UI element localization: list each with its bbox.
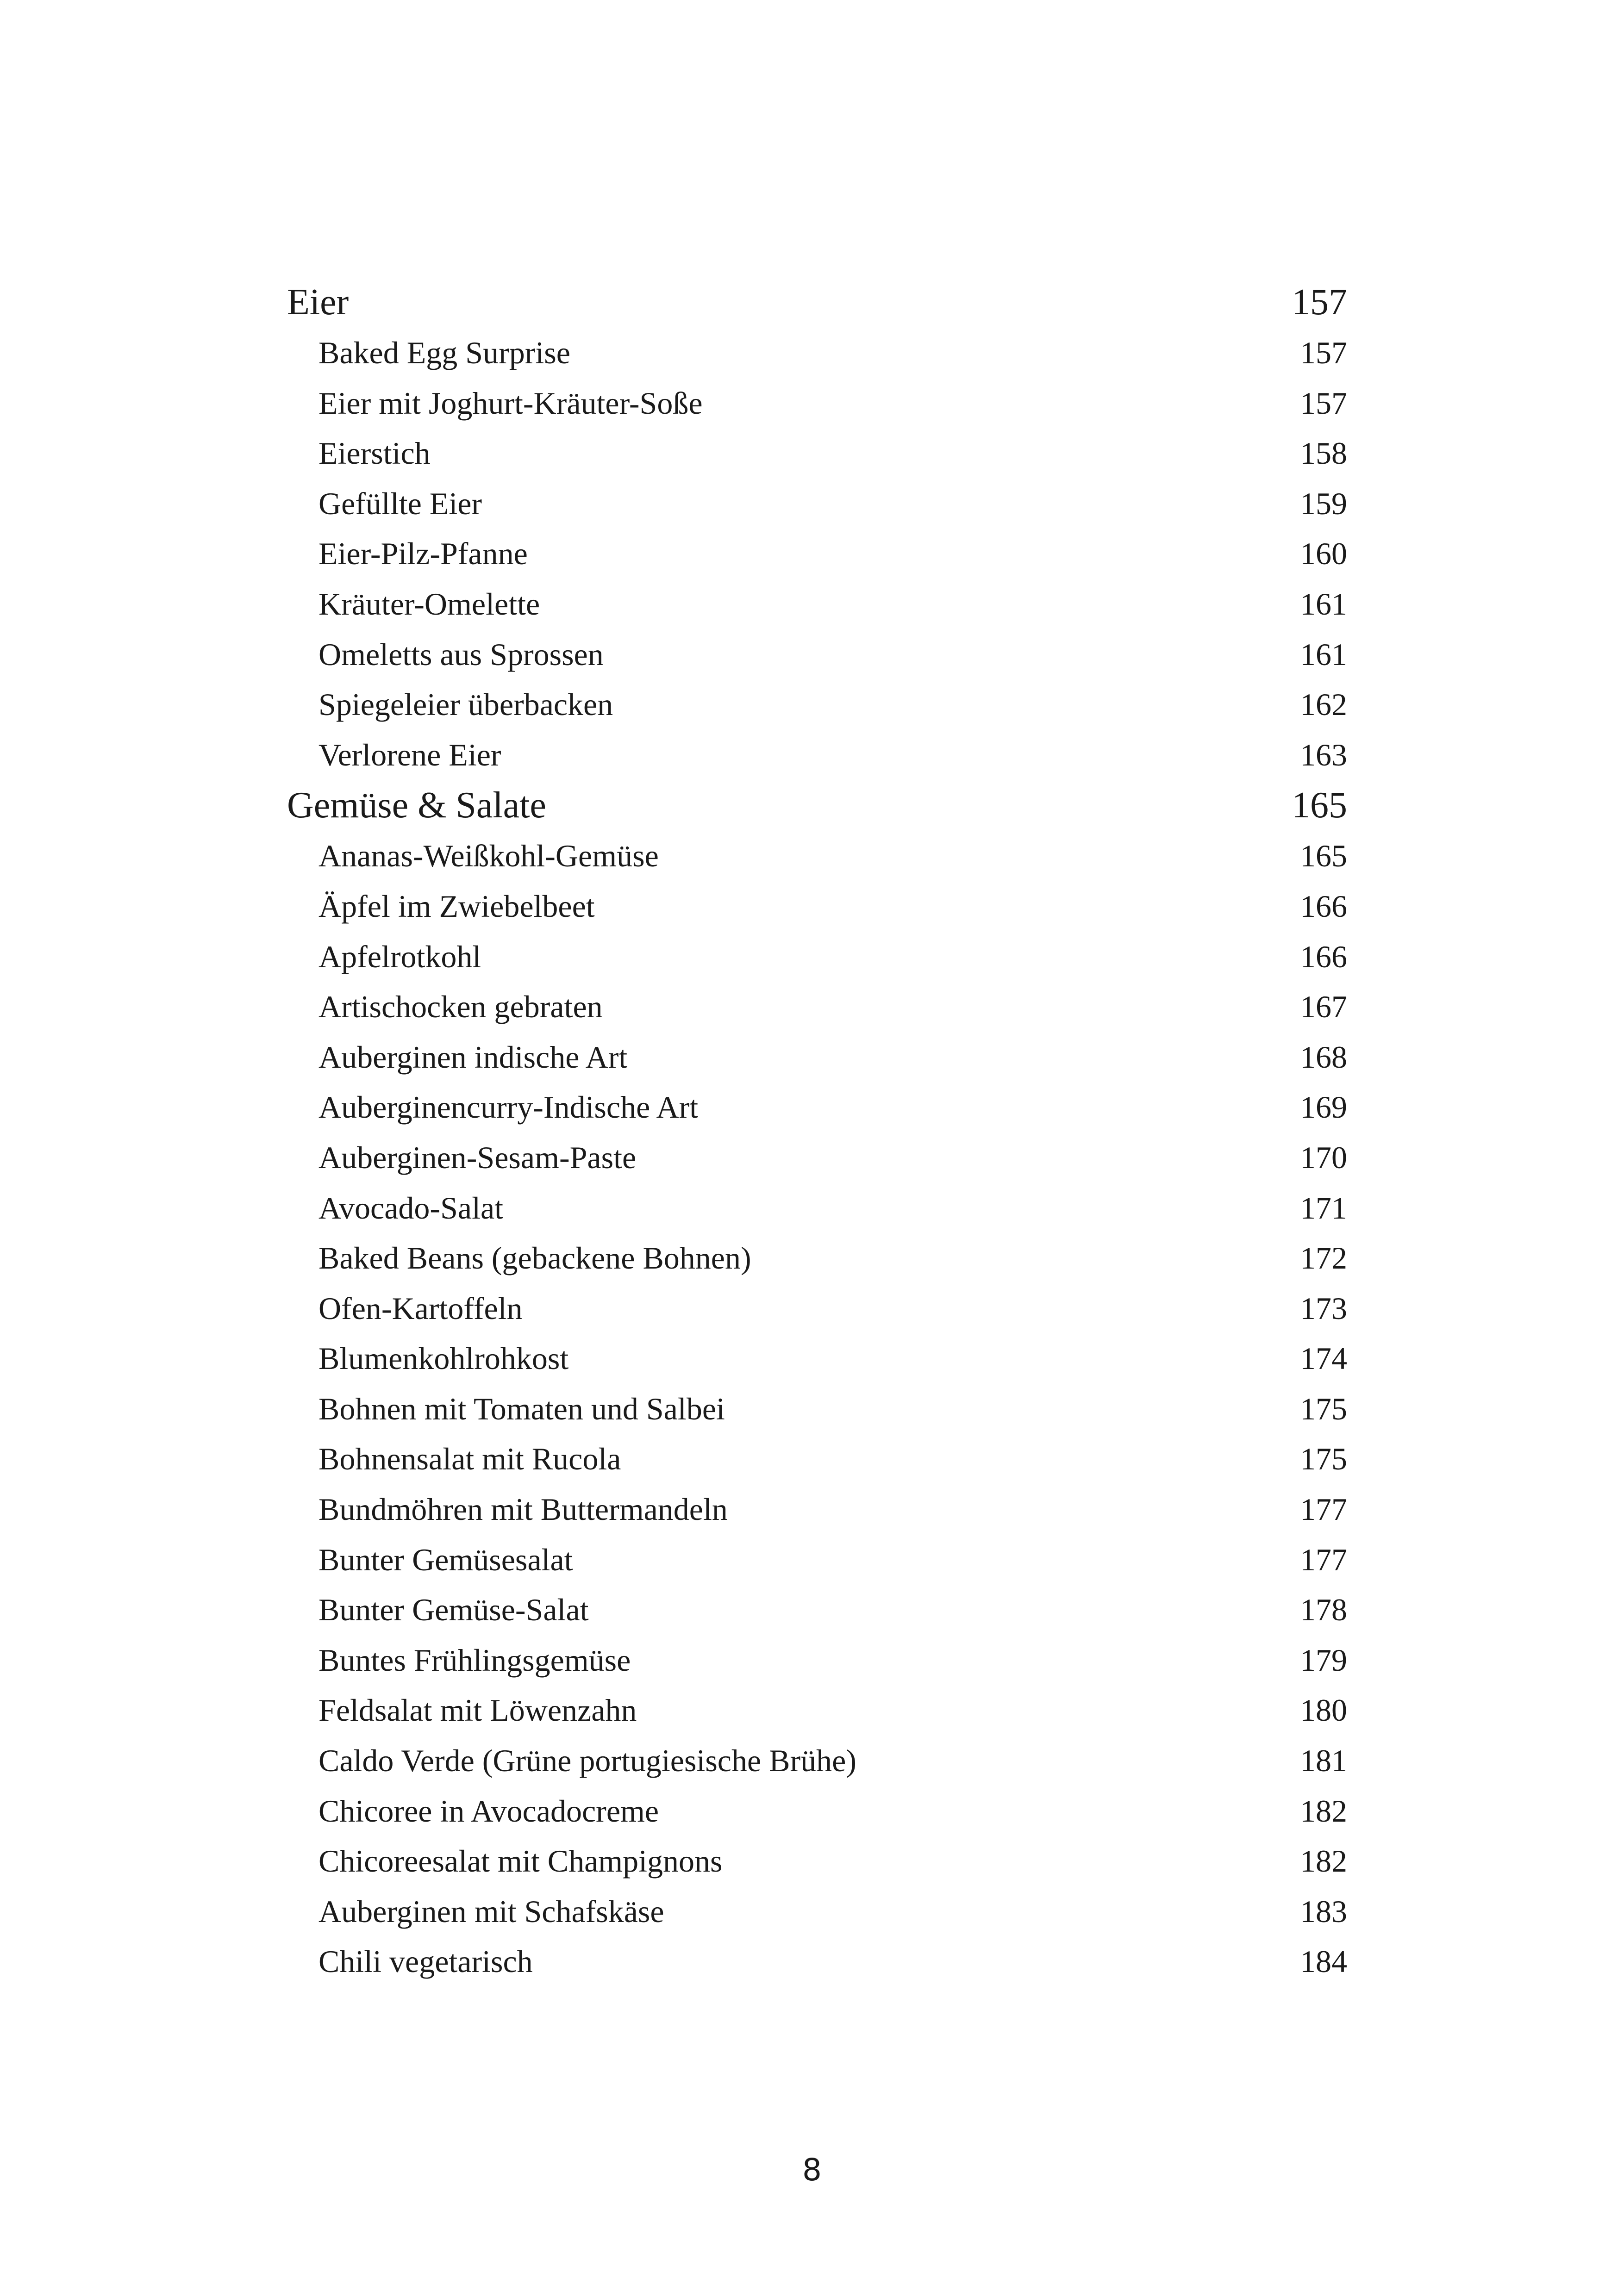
toc-section-gemuese-salate	[287, 780, 1347, 1987]
entry-title: Caldo Verde (Grüne portugiesische Brühe)	[319, 1743, 856, 1779]
toc-entry	[287, 629, 1347, 680]
entry-title: Gefüllte Eier	[319, 485, 482, 521]
section-title: Gemüse & Salate	[287, 785, 546, 826]
entry-title: Kräuter-Omelette	[319, 586, 540, 622]
entry-page-number: 179	[1300, 1642, 1347, 1678]
entry-page-number: 169	[1300, 1089, 1347, 1125]
entry-title: Baked Egg Surprise	[319, 335, 570, 370]
entry-page-number: 170	[1300, 1139, 1347, 1175]
entry-title: Eierstich	[319, 436, 431, 471]
entry-title: Bunter Gemüse-Salat	[319, 1592, 589, 1628]
entry-page-number: 184	[1300, 1944, 1347, 1979]
entry-page-number: 159	[1300, 485, 1347, 521]
entry-page-number: 161	[1300, 636, 1347, 672]
entry-title: Bohnen mit Tomaten und Salbei	[319, 1391, 725, 1426]
entry-title: Bunter Gemüsesalat	[319, 1542, 573, 1577]
entry-title: Bundmöhren mit Buttermandeln	[319, 1492, 728, 1527]
entry-title: Verlorene Eier	[319, 737, 501, 772]
toc-entry	[287, 1132, 1347, 1183]
section-heading	[287, 780, 1347, 831]
entry-page-number: 162	[1300, 687, 1347, 722]
toc-entry	[287, 1585, 1347, 1635]
entry-page-number: 178	[1300, 1592, 1347, 1628]
entry-title: Eier mit Joghurt-Kräuter-Soße	[319, 385, 703, 421]
entry-title: Avocado-Salat	[319, 1190, 504, 1226]
entry-title: Artischocken gebraten	[319, 989, 603, 1025]
entry-page-number: 165	[1300, 838, 1347, 874]
toc-entry	[287, 1283, 1347, 1334]
toc-section-eier	[287, 277, 1347, 780]
entry-page-number: 168	[1300, 1039, 1347, 1075]
entry-title: Auberginen mit Schafskäse	[319, 1893, 664, 1929]
toc-entry	[287, 831, 1347, 881]
entry-title: Blumenkohlrohkost	[319, 1341, 569, 1376]
entry-page-number: 181	[1300, 1743, 1347, 1779]
toc-entry	[287, 1484, 1347, 1535]
entry-page-number: 180	[1300, 1692, 1347, 1728]
toc-entry	[287, 1685, 1347, 1736]
entry-title: Auberginencurry-Indische Art	[319, 1089, 699, 1125]
entry-page-number: 175	[1300, 1441, 1347, 1477]
toc-entry	[287, 730, 1347, 780]
entry-page-number: 171	[1300, 1190, 1347, 1226]
entry-page-number: 158	[1300, 436, 1347, 471]
toc-entry	[287, 679, 1347, 730]
entry-page-number: 177	[1300, 1542, 1347, 1577]
entry-title: Chili vegetarisch	[319, 1944, 533, 1979]
entry-title: Auberginen indische Art	[319, 1039, 628, 1075]
entry-page-number: 163	[1300, 737, 1347, 772]
entry-page-number: 157	[1300, 385, 1347, 421]
entry-page-number: 182	[1300, 1793, 1347, 1829]
entry-title: Auberginen-Sesam-Paste	[319, 1139, 637, 1175]
entry-page-number: 166	[1300, 888, 1347, 924]
toc-entry	[287, 1333, 1347, 1384]
toc-entry	[287, 328, 1347, 378]
section-heading	[287, 277, 1347, 328]
entry-page-number: 173	[1300, 1290, 1347, 1326]
toc-entry	[287, 378, 1347, 429]
toc-entry	[287, 479, 1347, 529]
section-page-number: 157	[1292, 282, 1347, 323]
toc-entry	[287, 1233, 1347, 1283]
entry-page-number: 177	[1300, 1492, 1347, 1527]
entry-title: Eier-Pilz-Pfanne	[319, 536, 528, 572]
table-of-contents	[287, 277, 1347, 1987]
toc-entry	[287, 1183, 1347, 1233]
toc-entry	[287, 1535, 1347, 1585]
toc-entry	[287, 579, 1347, 629]
toc-entry	[287, 1836, 1347, 1886]
entry-title: Spiegeleier überbacken	[319, 687, 613, 722]
entry-page-number: 183	[1300, 1893, 1347, 1929]
toc-entry	[287, 428, 1347, 479]
toc-entry	[287, 1032, 1347, 1083]
entry-title: Buntes Frühlingsgemüse	[319, 1642, 631, 1678]
entry-title: Chicoree in Avocadocreme	[319, 1793, 659, 1829]
toc-entry	[287, 982, 1347, 1032]
entry-title: Omeletts aus Sprossen	[319, 636, 604, 672]
entry-title: Baked Beans (gebackene Bohnen)	[319, 1240, 751, 1276]
entry-page-number: 172	[1300, 1240, 1347, 1276]
toc-entry	[287, 1434, 1347, 1484]
entry-page-number: 174	[1300, 1341, 1347, 1376]
toc-entry	[287, 1082, 1347, 1132]
entry-page-number: 182	[1300, 1843, 1347, 1879]
toc-entry	[287, 1786, 1347, 1836]
entry-title: Bohnensalat mit Rucola	[319, 1441, 621, 1477]
entry-page-number: 166	[1300, 939, 1347, 974]
entry-title: Chicoreesalat mit Champignons	[319, 1843, 723, 1879]
entry-title: Feldsalat mit Löwenzahn	[319, 1692, 637, 1728]
page-number: 8	[802, 2152, 822, 2188]
entry-page-number: 175	[1300, 1391, 1347, 1426]
entry-page-number: 157	[1300, 335, 1347, 370]
toc-entry	[287, 1384, 1347, 1434]
toc-entry	[287, 1736, 1347, 1786]
section-page-number: 165	[1292, 785, 1347, 826]
entry-page-number: 160	[1300, 536, 1347, 572]
toc-entry	[287, 932, 1347, 982]
entry-title: Ofen-Kartoffeln	[319, 1290, 523, 1326]
toc-entry	[287, 1635, 1347, 1686]
toc-entry	[287, 1886, 1347, 1937]
toc-entry	[287, 1936, 1347, 1987]
entry-page-number: 167	[1300, 989, 1347, 1025]
entry-title: Äpfel im Zwiebelbeet	[319, 888, 595, 924]
entry-title: Ananas-Weißkohl-Gemüse	[319, 838, 659, 874]
toc-entry	[287, 529, 1347, 579]
entry-title: Apfelrotkohl	[319, 939, 481, 974]
entry-page-number: 161	[1300, 586, 1347, 622]
section-title: Eier	[287, 282, 349, 323]
toc-entry	[287, 881, 1347, 932]
